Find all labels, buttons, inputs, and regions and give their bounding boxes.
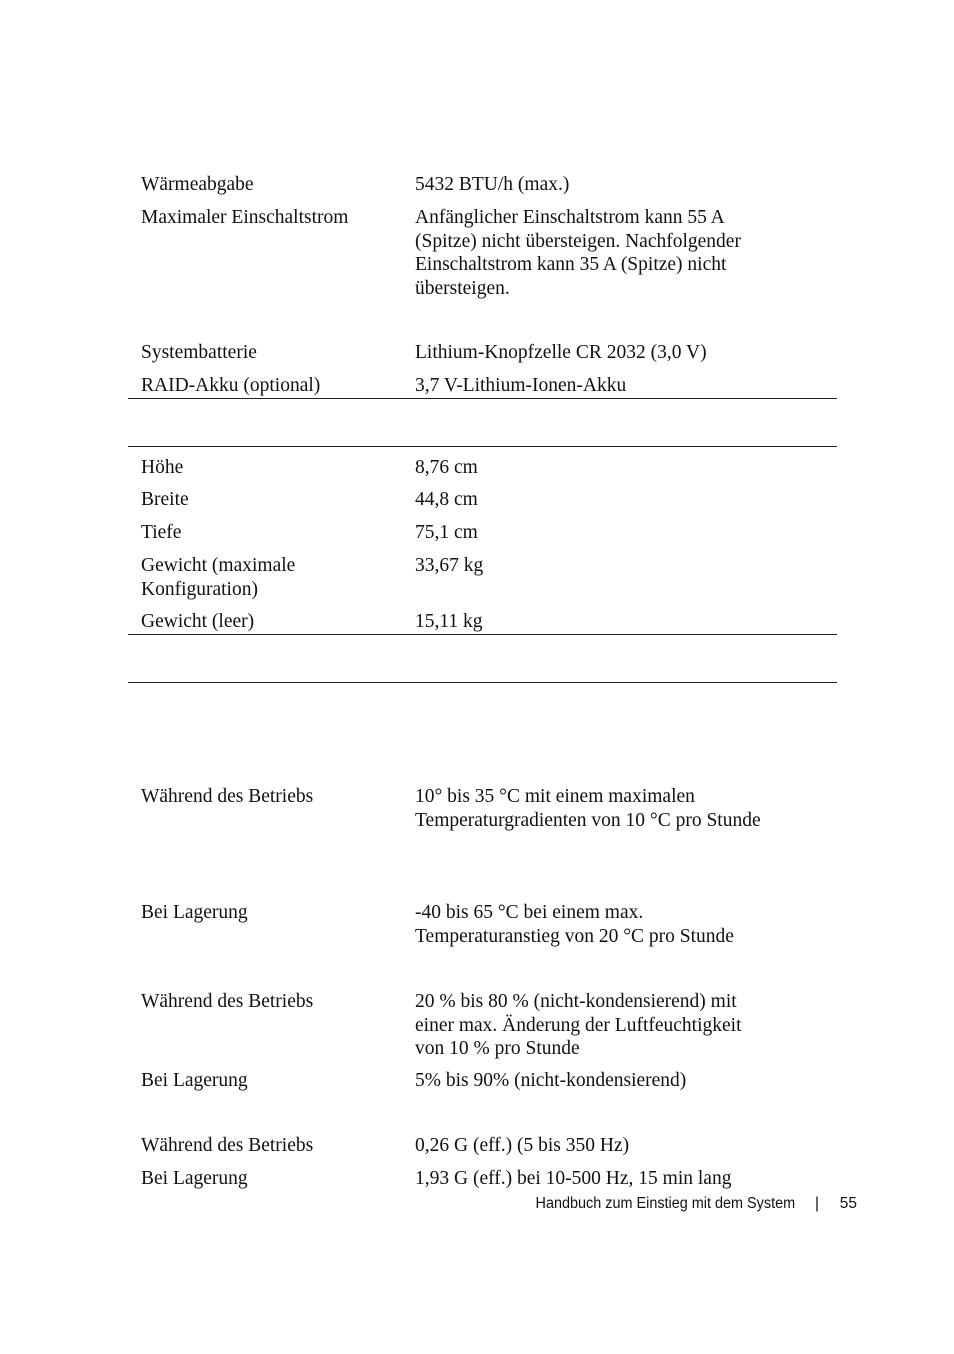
spec-label: Höhe [141, 457, 184, 478]
spec-value: 44,8 cm [415, 489, 478, 510]
spec-label: Gewicht (leer) [141, 611, 255, 632]
spec-value: -40 bis 65 °C bei einem max. Temperaturanstieg von 20 °C pro Stunde [415, 902, 734, 947]
spec-label: Wärmeabgabe [141, 174, 254, 195]
spec-label: Während des Betriebs [141, 991, 314, 1012]
spec-value: 10° bis 35 °C mit einem maximalen Temperaturgradienten von 10 °C pro Stunde [415, 786, 761, 831]
spec-label: Bei Lagerung [141, 902, 248, 923]
spec-value: 5432 BTU/h (max.) [415, 174, 570, 195]
spec-label: Systembatterie [141, 342, 257, 363]
spec-label: Maximaler Einschaltstrom [141, 207, 349, 228]
spec-value: Anfänglicher Einschaltstrom kann 55 A (Spitze) nicht übersteigen. Nachfolgender Einschaltstrom kann 35 A (Spitze) nicht übersteigen. [415, 207, 741, 299]
table-divider [128, 682, 837, 683]
spec-value: 3,7 V-Lithium-Ionen-Akku [415, 375, 627, 396]
spec-label: Während des Betriebs [141, 786, 314, 807]
footer-separator: | [814, 1195, 819, 1212]
spec-value: Lithium-Knopfzelle CR 2032 (3,0 V) [415, 342, 707, 363]
spec-value: 75,1 cm [415, 522, 478, 543]
spec-label: Bei Lagerung [141, 1070, 248, 1091]
spec-label: Gewicht (maximale Konfiguration) [141, 555, 296, 600]
spec-label: Während des Betriebs [141, 1135, 314, 1156]
spec-label: Breite [141, 489, 189, 510]
spec-label: Tiefe [141, 522, 182, 543]
spec-label: Bei Lagerung [141, 1168, 248, 1189]
table-divider [128, 446, 837, 447]
spec-value: 5% bis 90% (nicht-kondensierend) [415, 1070, 687, 1091]
spec-label: RAID-Akku (optional) [141, 375, 321, 396]
spec-value: 20 % bis 80 % (nicht-kondensierend) mit einer max. Änderung der Luftfeuchtigkeit von 10 % pro Stunde [415, 991, 742, 1059]
table-divider [128, 634, 837, 635]
footer-title: Handbuch zum Einstieg mit dem System [535, 1195, 795, 1212]
page-footer [0, 1193, 857, 1215]
spec-value: 15,11 kg [415, 611, 483, 632]
table-divider [128, 398, 837, 399]
spec-value: 0,26 G (eff.) (5 bis 350 Hz) [415, 1135, 630, 1156]
spec-value: 33,67 kg [415, 555, 484, 576]
spec-value: 8,76 cm [415, 457, 478, 478]
spec-value: 1,93 G (eff.) bei 10-500 Hz, 15 min lang [415, 1168, 732, 1189]
page-number: 55 [839, 1195, 857, 1212]
